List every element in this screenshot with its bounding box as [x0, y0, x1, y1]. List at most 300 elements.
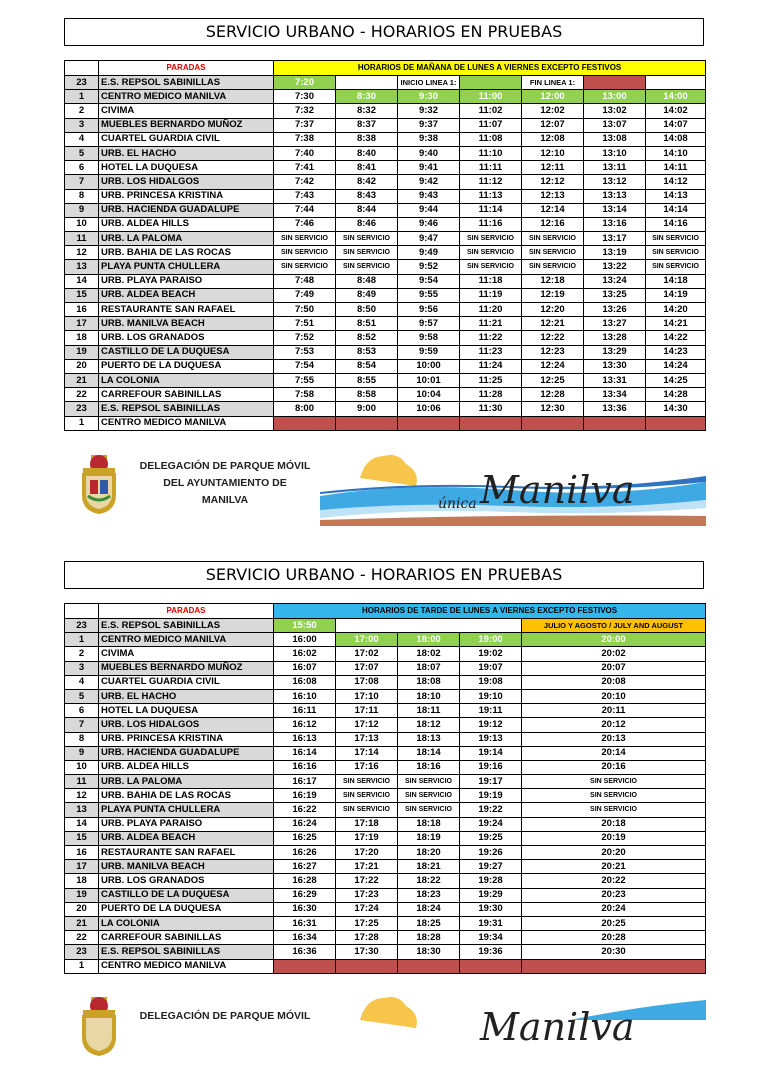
time-cell: 18:23 [398, 888, 460, 902]
stop-number: 14 [65, 817, 99, 831]
delegation-text: DELEGACIÓN DE PARQUE MÓVIL [139, 1010, 311, 1022]
time-cell: 16:14 [274, 746, 336, 760]
time-cell: 17:30 [336, 945, 398, 959]
time-cell: 8:58 [336, 388, 398, 402]
time-cell: 14:08 [646, 132, 706, 146]
stop-name: URB. ALDEA BEACH [99, 831, 274, 845]
time-cell: 18:10 [398, 689, 460, 703]
stop-number: 20 [65, 359, 99, 373]
stop-number: 6 [65, 161, 99, 175]
time-cell: 19:12 [460, 718, 522, 732]
time-cell: 18:18 [398, 817, 460, 831]
stop-name: E.S. REPSOL SABINILLAS [99, 76, 274, 90]
stop-name: URB. PLAYA PARAISO [99, 817, 274, 831]
time-cell: 20:28 [522, 931, 706, 945]
time-cell: 19:14 [460, 746, 522, 760]
time-cell: 12:13 [522, 189, 584, 203]
time-cell: 16:13 [274, 732, 336, 746]
time-cell: 18:14 [398, 746, 460, 760]
stop-name: CENTRO MEDICO MANILVA [99, 633, 274, 647]
time-cell: 20:22 [522, 874, 706, 888]
time-cell: 18:25 [398, 916, 460, 930]
time-cell: 19:16 [460, 760, 522, 774]
stop-name: URB. EL HACHO [99, 689, 274, 703]
time-cell: 20:24 [522, 902, 706, 916]
table-row [65, 732, 706, 746]
stop-name: URB. LA PALOMA [99, 775, 274, 789]
stop-name: URB. BAHIA DE LAS ROCAS [99, 246, 274, 260]
table-row [65, 860, 706, 874]
time-cell: 11:19 [460, 288, 522, 302]
time-cell: SIN SERVICIO [522, 260, 584, 274]
time-cell: SIN SERVICIO [336, 246, 398, 260]
stop-name: URB. HACIENDA GUADALUPE [99, 746, 274, 760]
time-cell: 17:20 [336, 846, 398, 860]
time-cell: 16:11 [274, 704, 336, 718]
time-cell: 18:28 [398, 931, 460, 945]
time-cell: 10:06 [398, 402, 460, 416]
stop-name: URB. BAHIA DE LAS ROCAS [99, 789, 274, 803]
table-row [65, 217, 706, 231]
time-cell: 7:46 [274, 217, 336, 231]
stop-name: URB. MANILVA BEACH [99, 317, 274, 331]
afternoon-schedule-table [64, 603, 706, 974]
time-cell: 19:29 [460, 888, 522, 902]
time-cell: 10:01 [398, 373, 460, 387]
stop-number: 23 [65, 402, 99, 416]
time-cell: 18:02 [398, 647, 460, 661]
time-cell: 11:10 [460, 146, 522, 160]
time-cell: 12:23 [522, 345, 584, 359]
paradas-header: PARADAS [99, 604, 274, 619]
table-row [65, 760, 706, 774]
time-cell: 16:10 [274, 689, 336, 703]
stop-name: PUERTO DE LA DUQUESA [99, 902, 274, 916]
table-row [65, 118, 706, 132]
stop-number: 4 [65, 132, 99, 146]
time-cell: 18:07 [398, 661, 460, 675]
time-cell: 20:14 [522, 746, 706, 760]
table-row [65, 775, 706, 789]
time-cell: SIN SERVICIO [274, 232, 336, 246]
time-cell: 8:43 [336, 189, 398, 203]
table-row [65, 402, 706, 416]
time-cell: 14:00 [646, 90, 706, 104]
time-cell: 8:48 [336, 274, 398, 288]
time-cell: 18:11 [398, 704, 460, 718]
time-cell: 12:18 [522, 274, 584, 288]
stop-number: 10 [65, 760, 99, 774]
stop-name: URB. LOS GRANADOS [99, 331, 274, 345]
time-cell: SIN SERVICIO [460, 260, 522, 274]
table-row [65, 203, 706, 217]
time-cell: 12:07 [522, 118, 584, 132]
time-cell: 13:27 [584, 317, 646, 331]
time-cell: 12:16 [522, 217, 584, 231]
label-cell [584, 76, 646, 90]
time-cell: 7:32 [274, 104, 336, 118]
stop-number: 11 [65, 232, 99, 246]
stop-name: PUERTO DE LA DUQUESA [99, 359, 274, 373]
stop-name: URB. LA PALOMA [99, 232, 274, 246]
time-cell: 18:12 [398, 718, 460, 732]
stop-name: E.S. REPSOL SABINILLAS [99, 402, 274, 416]
stop-number: 23 [65, 945, 99, 959]
table-row [65, 260, 706, 274]
stop-number: 17 [65, 317, 99, 331]
time-cell: 19:25 [460, 831, 522, 845]
time-cell: 12:28 [522, 388, 584, 402]
time-cell: 18:20 [398, 846, 460, 860]
time-cell: 18:24 [398, 902, 460, 916]
time-cell: 16:28 [274, 874, 336, 888]
time-cell: 14:30 [646, 402, 706, 416]
time-cell: 8:37 [336, 118, 398, 132]
stop-name: RESTAURANTE SAN RAFAEL [99, 846, 274, 860]
time-cell: 7:37 [274, 118, 336, 132]
time-cell [646, 416, 706, 430]
time-cell: 8:00 [274, 402, 336, 416]
time-cell: 17:16 [336, 760, 398, 774]
time-cell: 17:10 [336, 689, 398, 703]
time-cell: 17:13 [336, 732, 398, 746]
time-cell: 9:44 [398, 203, 460, 217]
time-cell: SIN SERVICIO [398, 803, 460, 817]
morning-schedule-table [64, 60, 706, 431]
time-cell: SIN SERVICIO [460, 232, 522, 246]
time-cell [398, 959, 460, 973]
table-row [65, 817, 706, 831]
time-cell: 9:43 [398, 189, 460, 203]
time-cell: 13:19 [584, 246, 646, 260]
time-cell: 14:23 [646, 345, 706, 359]
time-cell: SIN SERVICIO [398, 775, 460, 789]
stop-name: URB. ALDEA HILLS [99, 217, 274, 231]
time-cell: 9:00 [336, 402, 398, 416]
time-cell: 20:12 [522, 718, 706, 732]
time-cell: 18:21 [398, 860, 460, 874]
stop-number: 16 [65, 303, 99, 317]
time-cell: 13:13 [584, 189, 646, 203]
time-cell: 7:52 [274, 331, 336, 345]
stop-number: 22 [65, 931, 99, 945]
time-cell: 20:23 [522, 888, 706, 902]
time-cell: 7:42 [274, 175, 336, 189]
label-cell [336, 76, 398, 90]
time-cell: 18:22 [398, 874, 460, 888]
table-row [65, 274, 706, 288]
stop-number: 14 [65, 274, 99, 288]
time-cell: 14:14 [646, 203, 706, 217]
time-cell: 8:49 [336, 288, 398, 302]
time-cell: 16:26 [274, 846, 336, 860]
stop-name: URB. LOS GRANADOS [99, 874, 274, 888]
time-cell: 7:20 [274, 76, 336, 90]
time-cell: 16:12 [274, 718, 336, 732]
time-cell: 16:02 [274, 647, 336, 661]
table-row [65, 189, 706, 203]
stop-number: 1 [65, 633, 99, 647]
time-cell: 13:31 [584, 373, 646, 387]
stop-name: URB. HACIENDA GUADALUPE [99, 203, 274, 217]
time-cell: 7:53 [274, 345, 336, 359]
time-cell: 19:11 [460, 704, 522, 718]
time-cell: 10:00 [398, 359, 460, 373]
time-cell: 20:20 [522, 846, 706, 860]
table-row [65, 146, 706, 160]
time-cell [522, 416, 584, 430]
table-row [65, 661, 706, 675]
time-cell: 14:13 [646, 189, 706, 203]
stop-number: 9 [65, 746, 99, 760]
time-cell: 18:16 [398, 760, 460, 774]
stop-name: URB. LOS HIDALGOS [99, 175, 274, 189]
time-cell: 11:07 [460, 118, 522, 132]
empty-cell [336, 619, 522, 633]
table-row [65, 345, 706, 359]
label-cell [646, 76, 706, 90]
time-cell: SIN SERVICIO [336, 232, 398, 246]
stop-number: 10 [65, 217, 99, 231]
time-cell: 20:07 [522, 661, 706, 675]
stop-number: 20 [65, 902, 99, 916]
time-cell: 12:22 [522, 331, 584, 345]
time-cell: 19:28 [460, 874, 522, 888]
stop-name: CUARTEL GUARDIA CIVIL [99, 132, 274, 146]
time-cell: 8:38 [336, 132, 398, 146]
stop-number: 23 [65, 76, 99, 90]
time-cell: 11:22 [460, 331, 522, 345]
time-cell: 16:19 [274, 789, 336, 803]
table-row [65, 931, 706, 945]
time-cell: 9:52 [398, 260, 460, 274]
time-cell: SIN SERVICIO [398, 789, 460, 803]
time-cell: 20:25 [522, 916, 706, 930]
stop-name: CASTILLO DE LA DUQUESA [99, 888, 274, 902]
table-row [65, 90, 706, 104]
table-row [65, 246, 706, 260]
time-cell: 16:24 [274, 817, 336, 831]
time-cell: 20:16 [522, 760, 706, 774]
time-cell: 11:00 [460, 90, 522, 104]
time-cell: 16:31 [274, 916, 336, 930]
svg-text:Manilva: Manilva [480, 1005, 635, 1049]
time-cell: 16:36 [274, 945, 336, 959]
stop-number: 16 [65, 846, 99, 860]
stop-number: 1 [65, 959, 99, 973]
time-cell: 19:17 [460, 775, 522, 789]
time-cell: 9:38 [398, 132, 460, 146]
time-cell: 9:30 [398, 90, 460, 104]
table-row [65, 317, 706, 331]
time-cell: 13:24 [584, 274, 646, 288]
time-cell: 20:21 [522, 860, 706, 874]
time-cell: 12:11 [522, 161, 584, 175]
table-row [65, 373, 706, 387]
time-cell: 16:25 [274, 831, 336, 845]
time-cell: SIN SERVICIO [274, 260, 336, 274]
time-cell: 13:36 [584, 402, 646, 416]
time-cell: 17:18 [336, 817, 398, 831]
time-cell: SIN SERVICIO [460, 246, 522, 260]
time-cell: 19:08 [460, 675, 522, 689]
time-cell: 8:40 [336, 146, 398, 160]
time-cell: 14:25 [646, 373, 706, 387]
time-cell: 13:12 [584, 175, 646, 189]
time-cell: 8:55 [336, 373, 398, 387]
time-cell: 16:27 [274, 860, 336, 874]
time-cell: SIN SERVICIO [522, 789, 706, 803]
time-cell: 17:25 [336, 916, 398, 930]
stop-number: 5 [65, 146, 99, 160]
time-cell: 8:30 [336, 90, 398, 104]
label-cell: FIN LINEA 1: [522, 76, 584, 90]
stop-name: URB. MANILVA BEACH [99, 860, 274, 874]
time-cell: 20:00 [522, 633, 706, 647]
time-cell: 16:29 [274, 888, 336, 902]
time-cell: 9:57 [398, 317, 460, 331]
time-cell: 17:11 [336, 704, 398, 718]
time-cell: 16:08 [274, 675, 336, 689]
time-cell: 13:30 [584, 359, 646, 373]
time-cell: 9:58 [398, 331, 460, 345]
time-cell: 13:02 [584, 104, 646, 118]
time-cell: 17:23 [336, 888, 398, 902]
time-cell: 11:30 [460, 402, 522, 416]
stop-name: MUEBLES BERNARDO MUÑOZ [99, 118, 274, 132]
table-row [65, 175, 706, 189]
stop-name: LA COLONIA [99, 373, 274, 387]
stop-name: E.S. REPSOL SABINILLAS [99, 945, 274, 959]
time-cell: 19:24 [460, 817, 522, 831]
stop-name: URB. PRINCESA KRISTINA [99, 732, 274, 746]
stop-name: URB. ALDEA HILLS [99, 760, 274, 774]
time-cell: 9:55 [398, 288, 460, 302]
stop-number: 21 [65, 916, 99, 930]
table-row [65, 288, 706, 302]
time-cell: SIN SERVICIO [336, 260, 398, 274]
time-cell: 11:11 [460, 161, 522, 175]
table-row [65, 388, 706, 402]
table-row [65, 916, 706, 930]
time-cell: 13:16 [584, 217, 646, 231]
stop-number: 2 [65, 647, 99, 661]
table-row [65, 416, 706, 430]
paradas-header: PARADAS [99, 61, 274, 76]
table-row [65, 718, 706, 732]
delegation-text: DELEGACIÓN DE PARQUE MÓVIL DEL AYUNTAMIENTO DE MANILVA [139, 460, 311, 506]
brand-script: Manilva [480, 468, 635, 512]
stop-name: HOTEL LA DUQUESA [99, 161, 274, 175]
time-cell: 15:50 [274, 619, 336, 633]
time-cell: 8:42 [336, 175, 398, 189]
time-cell: 13:26 [584, 303, 646, 317]
time-cell: 14:20 [646, 303, 706, 317]
time-cell: 19:19 [460, 789, 522, 803]
time-cell: 17:07 [336, 661, 398, 675]
stop-name: PLAYA PUNTA CHULLERA [99, 260, 274, 274]
stop-name: CUARTEL GUARDIA CIVIL [99, 675, 274, 689]
time-cell: 7:58 [274, 388, 336, 402]
stop-number: 12 [65, 789, 99, 803]
table-row [65, 647, 706, 661]
time-cell: 20:11 [522, 704, 706, 718]
time-cell: 8:53 [336, 345, 398, 359]
time-cell: 18:00 [398, 633, 460, 647]
time-cell: 8:44 [336, 203, 398, 217]
stop-number: 4 [65, 675, 99, 689]
time-cell: 12:20 [522, 303, 584, 317]
time-cell: 16:30 [274, 902, 336, 916]
stop-name: MUEBLES BERNARDO MUÑOZ [99, 661, 274, 675]
time-cell: 13:00 [584, 90, 646, 104]
time-cell: 9:54 [398, 274, 460, 288]
stop-number: 7 [65, 175, 99, 189]
stop-name: URB. EL HACHO [99, 146, 274, 160]
label-cell: INICIO LINEA 1: [398, 76, 460, 90]
time-cell: 12:12 [522, 175, 584, 189]
time-cell: 17:02 [336, 647, 398, 661]
afternoon-schedule-header: HORARIOS DE TARDE DE LUNES A VIERNES EXCEPTO FESTIVOS [274, 604, 706, 619]
time-cell: 16:34 [274, 931, 336, 945]
time-cell: 13:14 [584, 203, 646, 217]
time-cell: 8:54 [336, 359, 398, 373]
time-cell: 13:17 [584, 232, 646, 246]
stop-name: RESTAURANTE SAN RAFAEL [99, 303, 274, 317]
table-row [65, 846, 706, 860]
time-cell: 19:27 [460, 860, 522, 874]
time-cell: 19:34 [460, 931, 522, 945]
stop-number: 18 [65, 874, 99, 888]
time-cell: 7:40 [274, 146, 336, 160]
time-cell: 12:00 [522, 90, 584, 104]
time-cell: 19:02 [460, 647, 522, 661]
morning-schedule-header: HORARIOS DE MAÑANA DE LUNES A VIERNES EXCEPTO FESTIVOS [274, 61, 706, 76]
time-cell [460, 959, 522, 973]
time-cell: 8:41 [336, 161, 398, 175]
time-cell: 17:22 [336, 874, 398, 888]
time-cell: 13:11 [584, 161, 646, 175]
time-cell: 17:00 [336, 633, 398, 647]
time-cell: 7:49 [274, 288, 336, 302]
time-cell: 20:18 [522, 817, 706, 831]
time-cell [274, 959, 336, 973]
time-cell: 9:47 [398, 232, 460, 246]
stop-number: 15 [65, 831, 99, 845]
time-cell: 11:12 [460, 175, 522, 189]
time-cell: 7:54 [274, 359, 336, 373]
stop-number: 1 [65, 90, 99, 104]
time-cell: 13:25 [584, 288, 646, 302]
stop-number: 15 [65, 288, 99, 302]
time-cell: SIN SERVICIO [274, 246, 336, 260]
time-cell: 7:44 [274, 203, 336, 217]
time-cell: SIN SERVICIO [646, 246, 706, 260]
time-cell: 12:02 [522, 104, 584, 118]
table-row [65, 675, 706, 689]
time-cell: 11:21 [460, 317, 522, 331]
time-cell: 9:59 [398, 345, 460, 359]
table-row [65, 76, 706, 90]
stop-number: 19 [65, 345, 99, 359]
unica-manilva-logo [320, 990, 706, 1072]
stop-number: 8 [65, 189, 99, 203]
stop-number: 8 [65, 732, 99, 746]
time-cell: 14:22 [646, 331, 706, 345]
time-cell: 12:08 [522, 132, 584, 146]
stop-number: 12 [65, 246, 99, 260]
stop-number: 9 [65, 203, 99, 217]
